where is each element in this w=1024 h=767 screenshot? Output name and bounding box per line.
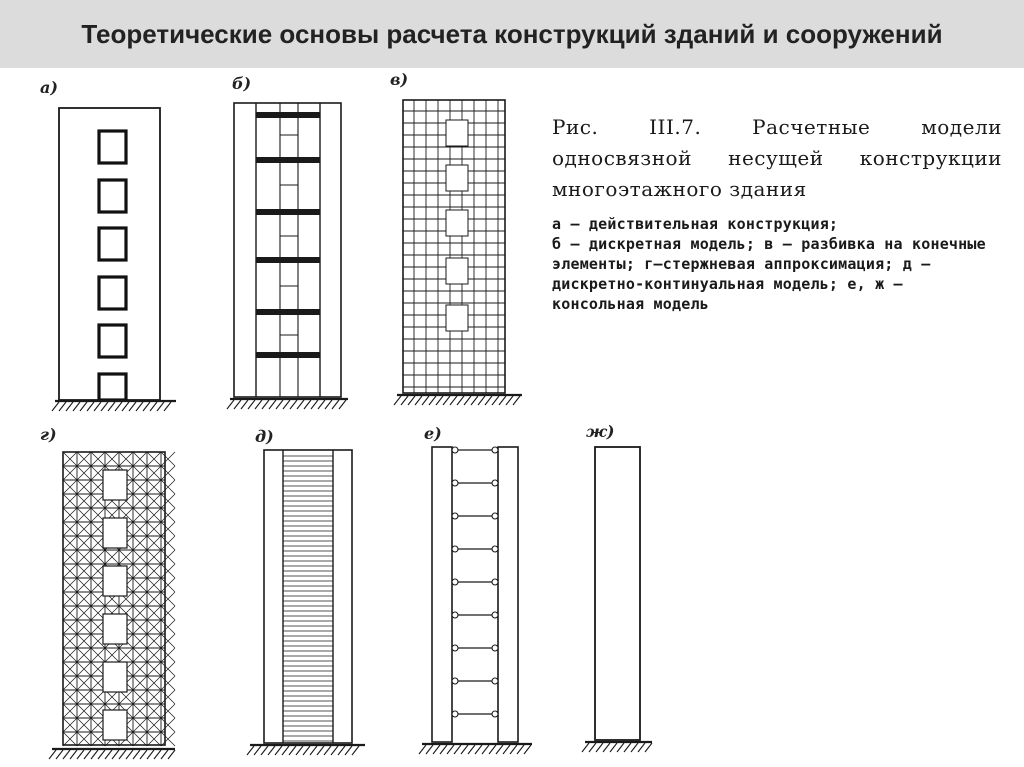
panel-e-cantilever-model (419, 447, 532, 754)
panel-b-discrete-model (227, 103, 348, 409)
caption-legend: а — действительная конструкция; б — дискретная модель; в — разбивка на конечные элементы; г—стержневая аппроксимация; д — дискретно-континуальная модель; е, ж — консольная модель (552, 215, 986, 313)
label-panel-e: е) (424, 424, 442, 443)
label-panel-b: б) (232, 74, 252, 93)
slide-header (0, 0, 1024, 68)
caption-title: Рис. III.7. Расчетные модели односвязной несущей конструкции многоэтажного здания (552, 115, 1002, 201)
panel-v-finite-element-mesh (394, 100, 522, 405)
label-panel-a: а) (40, 78, 58, 97)
label-panel-zh: ж) (586, 422, 615, 441)
label-panel-d: д) (255, 427, 274, 446)
label-panel-g: г) (40, 425, 57, 444)
panel-d-discrete-continual-model (247, 450, 365, 755)
label-panel-v: в) (390, 70, 409, 89)
panel-zh-cantilever-column (582, 447, 652, 752)
panel-a-actual-structure (52, 108, 176, 411)
slide-title: Теоретические основы расчета конструкций зданий и сооружений (81, 18, 943, 49)
panel-g-rod-approximation (49, 452, 175, 759)
figure-caption (552, 112, 1002, 314)
